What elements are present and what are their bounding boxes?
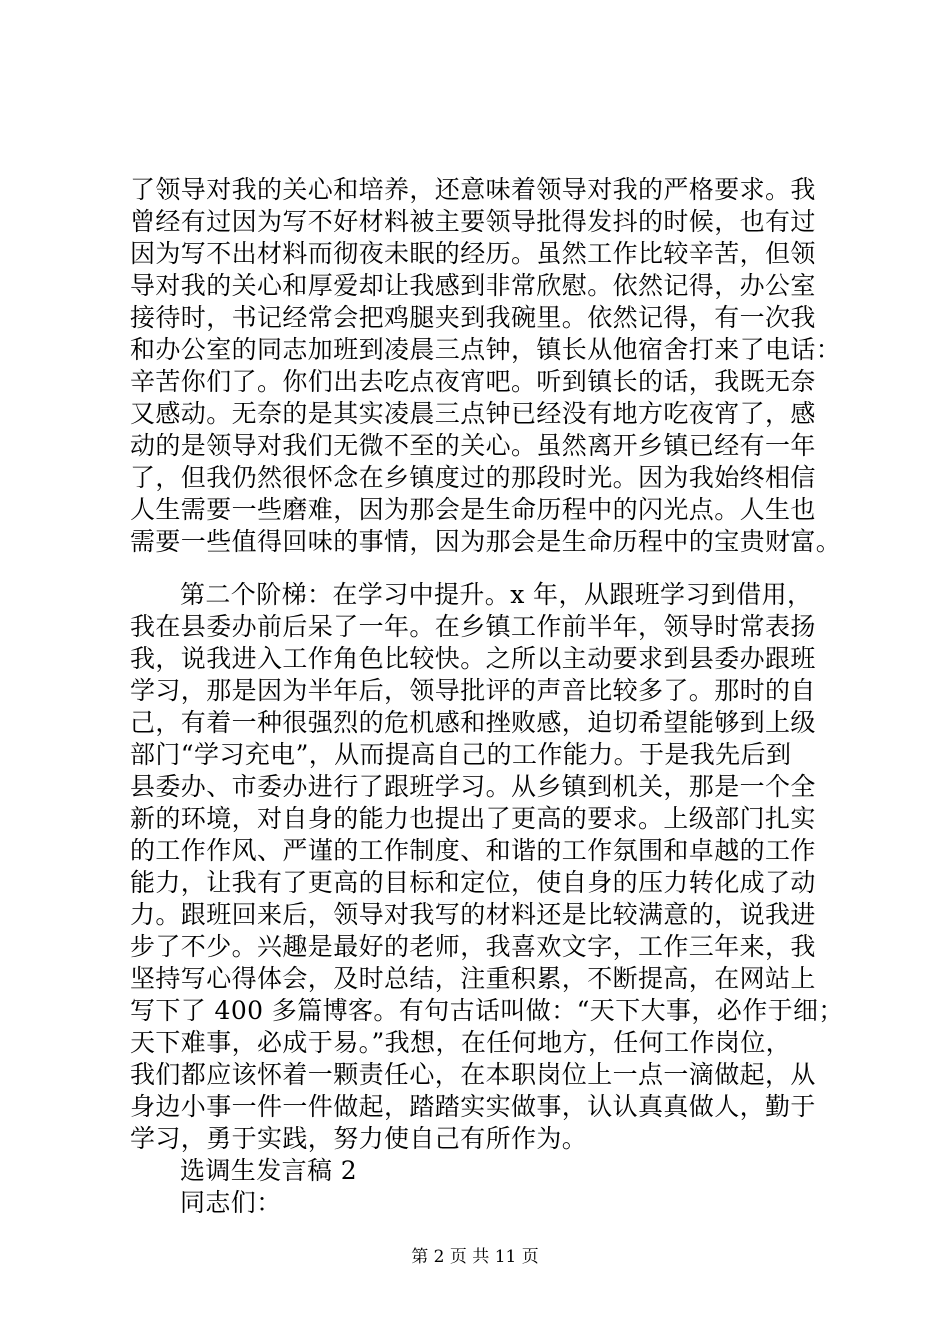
paragraph-line: 县委办、市委办进行了跟班学习。从乡镇到机关，那是一个全: [130, 772, 816, 801]
paragraph-line: 人生需要一些磨难，因为那会是生命历程中的闪光点。人生也: [130, 495, 816, 524]
paragraph-line: 我在县委办前后呆了一年。在乡镇工作前半年，领导时常表扬: [130, 612, 816, 641]
paragraph-line: 第二个阶梯：在学习中提升。x 年，从跟班学习到借用，: [180, 580, 813, 609]
paragraph-line: 了领导对我的关心和培养，还意味着领导对我的严格要求。我: [130, 175, 816, 204]
paragraph-line: 天下难事，必成于易。”我想，在任何地方，任何工作岗位，: [130, 1028, 792, 1057]
paragraph-line: 学习，那是因为半年后，领导批评的声音比较多了。那时的自: [130, 676, 816, 705]
paragraph-line: 步了不少。兴趣是最好的老师，我喜欢文字，工作三年来，我: [130, 932, 816, 961]
paragraph-line: 动的是领导对我们无微不至的关心。虽然离开乡镇已经有一年: [130, 431, 816, 460]
page-footer: 第 2 页 共 11 页: [411, 1247, 539, 1267]
paragraph-line: 需要一些值得回味的事情，因为那会是生命历程中的宝贵财富。: [130, 527, 842, 556]
paragraph-line: 坚持写心得体会，及时总结，注重积累，不断提高，在网站上: [130, 964, 816, 993]
section-heading: 选调生发言稿 2: [180, 1156, 358, 1185]
paragraph-line: 又感动。无奈的是其实凌晨三点钟已经没有地方吃夜宵了，感: [130, 399, 816, 428]
paragraph-line: 了，但我仍然很怀念在乡镇度过的那段时光。因为我始终相信: [130, 463, 816, 492]
paragraph-line: 导对我的关心和厚爱却让我感到非常欣慰。依然记得，办公室: [130, 271, 816, 300]
paragraph-line: 曾经有过因为写不好材料被主要领导批得发抖的时候，也有过: [130, 207, 816, 236]
paragraph-line: 新的环境，对自身的能力也提出了更高的要求。上级部门扎实: [130, 804, 816, 833]
paragraph-line: 写下了 400 多篇博客。有句古话叫做：“天下大事，必作于细；: [130, 996, 844, 1025]
paragraph-line: 部门“学习充电”，从而提高自己的工作能力。于是我先后到: [130, 740, 792, 769]
paragraph-line: 能力，让我有了更高的目标和定位，使自身的压力转化成了动: [130, 868, 816, 897]
paragraph-line: 因为写不出材料而彻夜未眠的经历。虽然工作比较辛苦，但领: [130, 239, 816, 268]
paragraph-line: 力。跟班回来后，领导对我写的材料还是比较满意的，说我进: [130, 900, 816, 929]
paragraph-line: 学习，勇于实践，努力使自己有所作为。: [130, 1124, 588, 1153]
salutation: 同志们：: [180, 1188, 282, 1217]
paragraph-line: 我，说我进入工作角色比较快。之所以主动要求到县委办跟班: [130, 644, 816, 673]
paragraph-line: 己，有着一种很强烈的危机感和挫败感，迫切希望能够到上级: [130, 708, 816, 737]
paragraph-line: 身边小事一件一件做起，踏踏实实做事，认认真真做人，勤于: [130, 1092, 816, 1121]
paragraph-line: 和办公室的同志加班到凌晨三点钟，镇长从他宿舍打来了电话：: [130, 335, 842, 364]
paragraph-line: 我们都应该怀着一颗责任心，在本职岗位上一点一滴做起，从: [130, 1060, 816, 1089]
paragraph-line: 辛苦你们了。你们出去吃点夜宵吧。听到镇长的话，我既无奈: [130, 367, 816, 396]
paragraph-line: 的工作作风、严谨的工作制度、和谐的工作氛围和卓越的工作: [130, 836, 816, 865]
paragraph-line: 接待时，书记经常会把鸡腿夹到我碗里。依然记得，有一次我: [130, 303, 816, 332]
